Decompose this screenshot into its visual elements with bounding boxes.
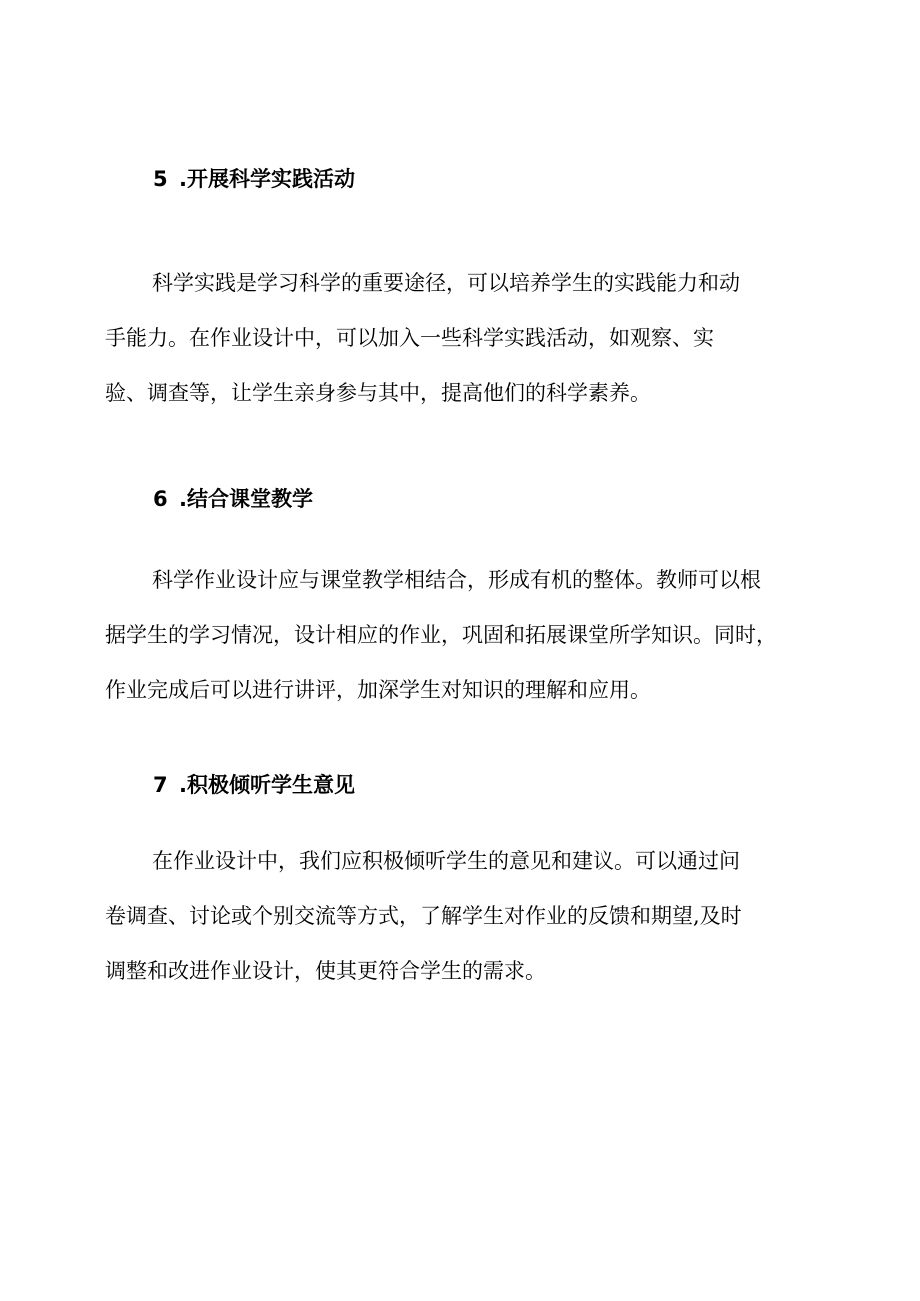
paragraph-line: 手能力。在作业设计中，可以加入一些科学实践活动，如观察、实	[105, 326, 714, 350]
paragraph-line: 科学作业设计应与课堂教学相结合，形成有机的整体。教师可以根	[152, 568, 761, 592]
section-number: 5	[153, 167, 168, 191]
section-title: .积极倾听学生意见	[179, 773, 355, 797]
section-heading-7	[153, 771, 355, 799]
paragraph-line: 科学实践是学习科学的重要途径，可以培养学生的实践能力和动	[152, 271, 740, 295]
section-number: 6	[153, 487, 168, 511]
section-title: .开展科学实践活动	[179, 167, 355, 191]
section-paragraph-6	[105, 553, 825, 718]
paragraph-line: 在作业设计中，我们应积极倾听学生的意见和建议。可以通过问	[152, 849, 740, 873]
paragraph-line: 作业完成后可以进行讲评，加深学生对知识的理解和应用。	[105, 678, 651, 702]
section-title: .结合课堂教学	[179, 487, 313, 511]
section-number: 7	[153, 773, 168, 797]
section-paragraph-5	[105, 256, 825, 421]
paragraph-line: 据学生的学习情况，设计相应的作业，巩固和拓展课堂所学知识。同时，	[105, 623, 777, 647]
paragraph-line: 调整和改进作业设计，使其更符合学生的需求。	[105, 959, 546, 983]
paragraph-line: 验、调查等，让学生亲身参与其中，提高他们的科学素养。	[105, 381, 651, 405]
section-heading-5	[153, 165, 355, 193]
section-paragraph-7	[105, 834, 825, 999]
section-heading-6	[153, 485, 313, 513]
paragraph-line: 卷调查、讨论或个别交流等方式，了解学生对作业的反馈和期望,及时	[105, 904, 742, 928]
